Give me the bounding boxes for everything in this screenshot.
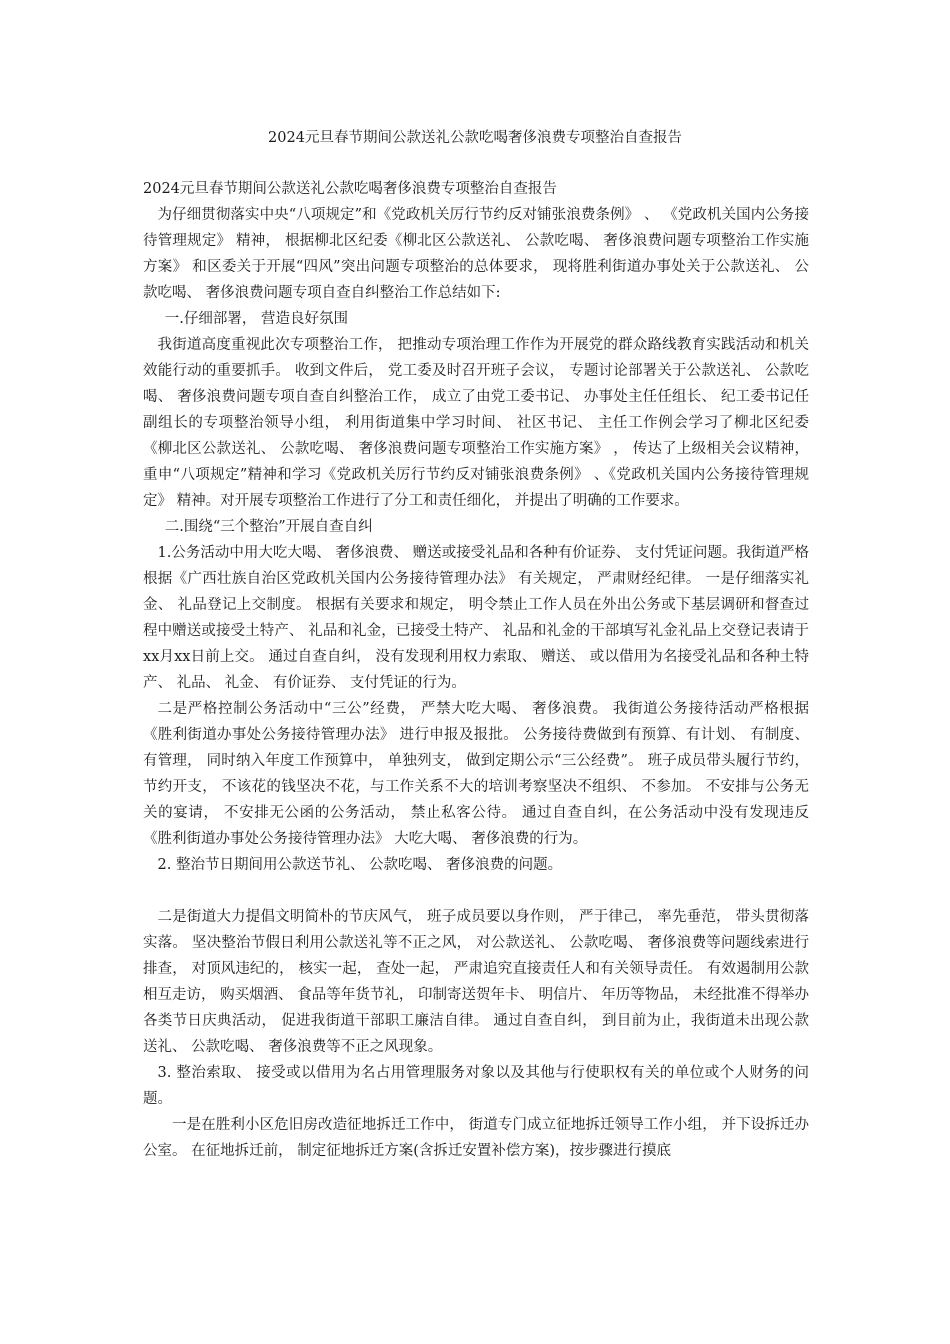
document-body <box>143 176 809 1164</box>
section-heading-2: 二.围绕“三个整治”开展自查自纠 <box>164 519 373 535</box>
paragraph-3: 二是严格控制公务活动中“三公”经费， 严禁大吃大喝、 奢侈浪费。 我街道公务接待活动严格根据《胜利街道办事处公务接待管理办法》 进行申报及报批。 公务接待费做到有预算、有计划、 有制度、有管理， 同时纳入年度工作预算中， 单独列支， 做到定期公示“三公经费”。 班子成员带头履行节约， 节约开支， 不该花的钱坚决不花，与工作关系不大的培训考察坚决不组织、 不参加。 不安排与公务无关的宴请， 不安排无公函的公务活动， 禁止私客公待。 通过自查自纠，在公务活动中没有发现违反《胜利街道办事处公务接待管理办法》 大吃大喝、 奢侈浪费的行为。 <box>143 701 809 847</box>
document-title: 2024元旦春节期间公款送礼公款吃喝奢侈浪费专项整治自查报告 <box>268 130 682 146</box>
paragraph-1: 我街道高度重视此次专项整治工作， 把推动专项治理工作作为开展党的群众路线教育实践活动和机关效能行动的重要抓手。 收到文件后， 党工委及时召开班子会议， 专题讨论部署关于公款送礼、 公款吃喝、 奢侈浪费问题专项自查自纠整治工作， 成立了由党工委书记、 办事处主任任组长、 纪工委书记任副组长的专项整治领导小组， 利用街道集中学习时间、 社区书记、 主任工作例会学习了柳北区纪委《柳北区公款送礼、 公款吃喝、 奢侈浪费问题专项整治工作实施方案》 ， 传达了上级相关会议精神， 重申“八项规定”精神和学习《党政机关厉行节约反对铺张浪费条例》 、《党政机关国内公务接待管理规定》 精神。对开展专项整治工作进行了分工和责任细化， 并提出了明确的工作要求。 <box>143 337 809 509</box>
paragraph-intro: 为仔细贯彻落实中央“八项规定”和《党政机关厉行节约反对铺张浪费条例》 、 《党政机关国内公务接待管理规定》 精神， 根据柳北区纪委《柳北区公款送礼、 公款吃喝、 奢侈浪费问题专项整治工作实施方案》 和区委关于开展“四风”突出问题专项整治的总体要求， 现将胜利街道办事处关于公款送礼、 公款吃喝、 奢侈浪费问题专项自查自纠整治工作总结如下: <box>143 207 809 301</box>
section-heading-1: 一.仔细部署， 营造良好氛围 <box>164 311 348 327</box>
paragraph-4: 二是街道大力提倡文明简朴的节庆风气， 班子成员要以身作则， 严于律己， 率先垂范， 带头贯彻落实落。 坚决整治节假日利用公款送礼等不正之风， 对公款送礼、 公款吃喝、 奢侈浪费等问题线索进行排查， 对顶风违纪的， 核实一起， 查处一起， 严肃追究直接责任人和有关领导责任。 有效遏制用公款相互走访， 购买烟酒、 食品等年货节礼， 印制寄送贺年卡、 明信片、 年历等物品， 未经批准不得举办各类节日庆典活动， 促进我街道干部职工廉洁自律。 通过自查自纠， 到目前为止，我街道未出现公款送礼、 公款吃喝、 奢侈浪费等不正之风现象。 <box>143 909 809 1055</box>
paragraph-2: 1.公务活动中用大吃大喝、 奢侈浪费、 赠送或接受礼品和各种有价证券、 支付凭证问题。我街道严格根据《广西壮族自治区党政机关国内公务接待管理办法》 有关规定， 严肃财经纪律。 一是仔细落实礼金、 礼品登记上交制度。 根据有关要求和规定， 明令禁止工作人员在外出公务或下基层调研和督查过程中赠送或接受土特产、 礼品和礼金，已接受土特产、 礼品和礼金的干部填写礼金礼品上交登记表请于xx月xx日前上交。 通过自查自纠， 没有发现利用权力索取、 赠送、 或以借用为名接受礼品和各种土特产、 礼品、 礼金、 有价证券、 支付凭证的行为。 <box>143 545 809 691</box>
document-subtitle: 2024元旦春节期间公款送礼公款吃喝奢侈浪费专项整治自查报告 <box>143 181 557 197</box>
sub-heading-3: 3. 整治索取、 接受或以借用为名占用管理服务对象以及其他与行使职权有关的单位或个人财务的问题。 <box>143 1065 809 1107</box>
sub-heading-2: 2. 整治节日期间用公款送节礼、 公款吃喝、 奢侈浪费的问题。 <box>157 857 563 873</box>
paragraph-5: 一是在胜利小区危旧房改造征地拆迁工作中， 街道专门成立征地拆迁领导工作小组， 并下设拆迁办公室。 在征地拆迁前， 制定征地拆迁方案(含拆迁安置补偿方案)，按步骤进行摸底 <box>143 1117 809 1159</box>
blank-line <box>143 878 809 904</box>
